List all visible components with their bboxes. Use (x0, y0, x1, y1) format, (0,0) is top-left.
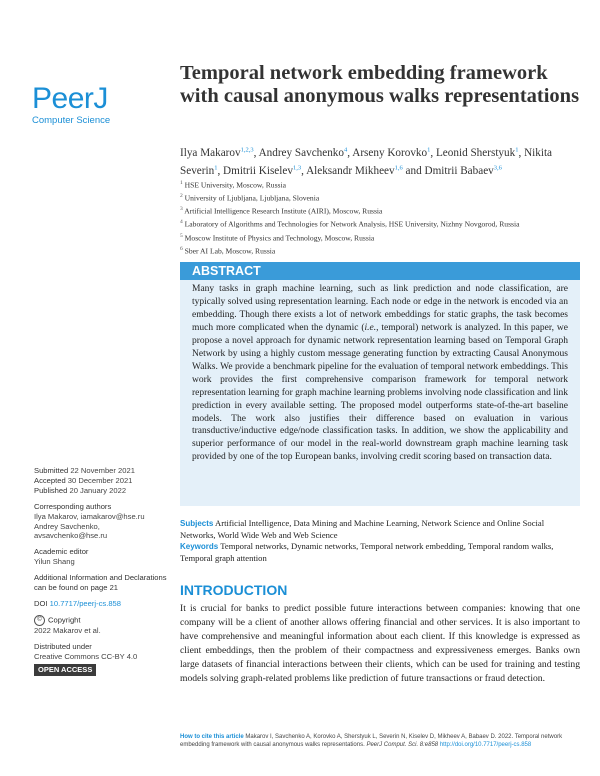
author-name: Arseny Korovko$^1$, (352, 146, 436, 159)
author-name: Aleksandr Mikheev$^{1,6}$ and (306, 164, 425, 178)
logo-main: PeerJ (32, 82, 108, 115)
subjects-label: Subjects (180, 519, 214, 528)
corresponding-author-2-email[interactable]: avsavchenko@hse.ru (34, 531, 108, 541)
citation-label: How to cite this article (180, 734, 244, 740)
copyright-holder: 2022 Makarov et al. (34, 625, 101, 635)
abstract-heading: ABSTRACT (180, 262, 580, 280)
subjects-text: Artificial Intelligence, Data Mining and Machine Learning, Network Science and Online Social Networks, World Wide Web and Web Science (180, 518, 545, 540)
citation-journal: PeerJ Comput. Sci. 8:e858 (366, 742, 439, 748)
logo-sub: Computer Science (32, 115, 111, 126)
keywords-text: Temporal networks, Dynamic networks, Temporal network embedding, Temporal random walks, Temporal graph attention (180, 541, 554, 563)
citation-link[interactable]: http://doi.org/10.7717/peerj-cs.858 (439, 742, 532, 748)
author-list (180, 142, 580, 179)
citation-text: Makarov I, Savchenko A, Korovko A, Sherstyuk L, Severin N, Kiselev D, Mikheev A, Babaev D. 2022. Temporal network embedding framework with causal anonymous walks representations. (180, 734, 563, 748)
affiliation-item: $^3$ Artificial Intelligence Research Institute (AIRI), Moscow, Russia (180, 206, 383, 216)
author-name: Ilya Makarov$^{1,2,3}$, (180, 146, 259, 159)
subjects-line (180, 518, 580, 541)
corresponding-author-1[interactable]: Ilya Makarov, iamakarov@hse.ru (34, 511, 145, 521)
affiliation-item: $^4$ Laboratory of Algorithms and Technologies for Network Analysis, HSE University, Nizhny Novgorod, Russia (180, 219, 520, 229)
academic-editor: Yilun Shang (34, 557, 75, 567)
published-date: Published 20 January 2022 (34, 485, 127, 495)
additional-info-note: Additional Information and Declarations can be found on page 21 (34, 573, 167, 593)
abstract-box (180, 280, 580, 506)
affiliation-item: $^2$ University of Ljubljana, Ljubljana, Slovenia (180, 193, 320, 203)
article-info-sidebar (34, 466, 169, 676)
copyright-icon: © (34, 615, 45, 626)
license-link[interactable]: Creative Commons CC-BY 4.0 (34, 651, 138, 661)
affiliation-item: $^5$ Moscow Institute of Physics and Technology, Moscow, Russia (180, 232, 375, 243)
author-name: Dmitrii Babaev$^{3,6}$ (424, 164, 502, 178)
keywords-line (180, 541, 580, 564)
accepted-date: Accepted 30 December 2021 (34, 475, 133, 485)
affiliation-list (180, 178, 580, 257)
corresponding-author-2: Andrey Savchenko, (34, 521, 100, 531)
introduction-text: It is crucial for banks to predict possible future interactions between companies: knowing that one company will be a client of another allows offering financial and other services. It is also important to have comprehensive and meaningful information about each client. If this knowledge is expressed as client embeddings, then the problem of their compactness and expressiveness emerges. Banks own large datasets of financial interactions between their clients, which can be used for training and testing models solving graph-related problems like prediction of future transactions or fraud detection. (180, 603, 580, 684)
corresponding-authors-label: Corresponding authors (34, 501, 112, 511)
doi-link[interactable]: 10.7717/peerj-cs.858 (49, 598, 121, 608)
author-name: Dmitrii Kiselev$^{1,3}$, (223, 164, 307, 178)
author-name: Andrey Savchenko$^4$, (258, 146, 353, 159)
copyright-line: © Copyright (34, 615, 169, 626)
subjects-keywords (180, 518, 580, 564)
journal-logo (32, 84, 150, 130)
affiliation-item: $^6$ Sber AI Lab, Moscow, Russia (180, 245, 276, 256)
open-access-badge: OPEN ACCESS (34, 664, 96, 676)
doi-line: DOI 10.7717/peerj-cs.858 (34, 598, 121, 608)
abstract-text: Many tasks in graph machine learning, such as link prediction and node classification, are typically solved using representation learning. Each node or edge in the network is encoded via an embedding. Though there exists a lot of network embeddings for static graphs, the task becomes much more complicated when the dynamic (i.e., temporal) network is analyzed. In this paper, we propose a novel approach for dynamic network representation learning based on Temporal Graph Network by using a highly custom message generating function by extracting Causal Anonymous Walks. We provide a benchmark pipeline for the evaluation of temporal network embeddings. This work provides the first comprehensive comparison framework for temporal network representation learning for graph machine learning problems involving node classification and link prediction in every available setting. The proposed model outperforms state-of-the-art baseline models. The work also justifies their difference based on evaluation in various transductive/inductive edge/node classification tasks. In addition, we show the applicability and superior performance of our model in the real-world downstream graph machine learning task provided by one of the top European banks, involving credit scoring based on transaction data. (192, 284, 568, 463)
academic-editor-label: Academic editor (34, 547, 89, 557)
affiliation-item: $^1$ HSE University, Moscow, Russia (180, 180, 286, 190)
keywords-label: Keywords (180, 542, 219, 551)
citation-footer (180, 733, 580, 749)
author-name: Leonid Sherstyuk$^1$, (435, 146, 525, 159)
author-name: Nikita Severin$^1$, (180, 146, 553, 178)
distribution-label: Distributed under (34, 641, 92, 651)
introduction-heading: INTRODUCTION (180, 582, 288, 598)
submitted-date: Submitted 22 November 2021 (34, 466, 135, 475)
paper-title: Temporal network embedding framework with causal anonymous walks representations (180, 62, 580, 107)
